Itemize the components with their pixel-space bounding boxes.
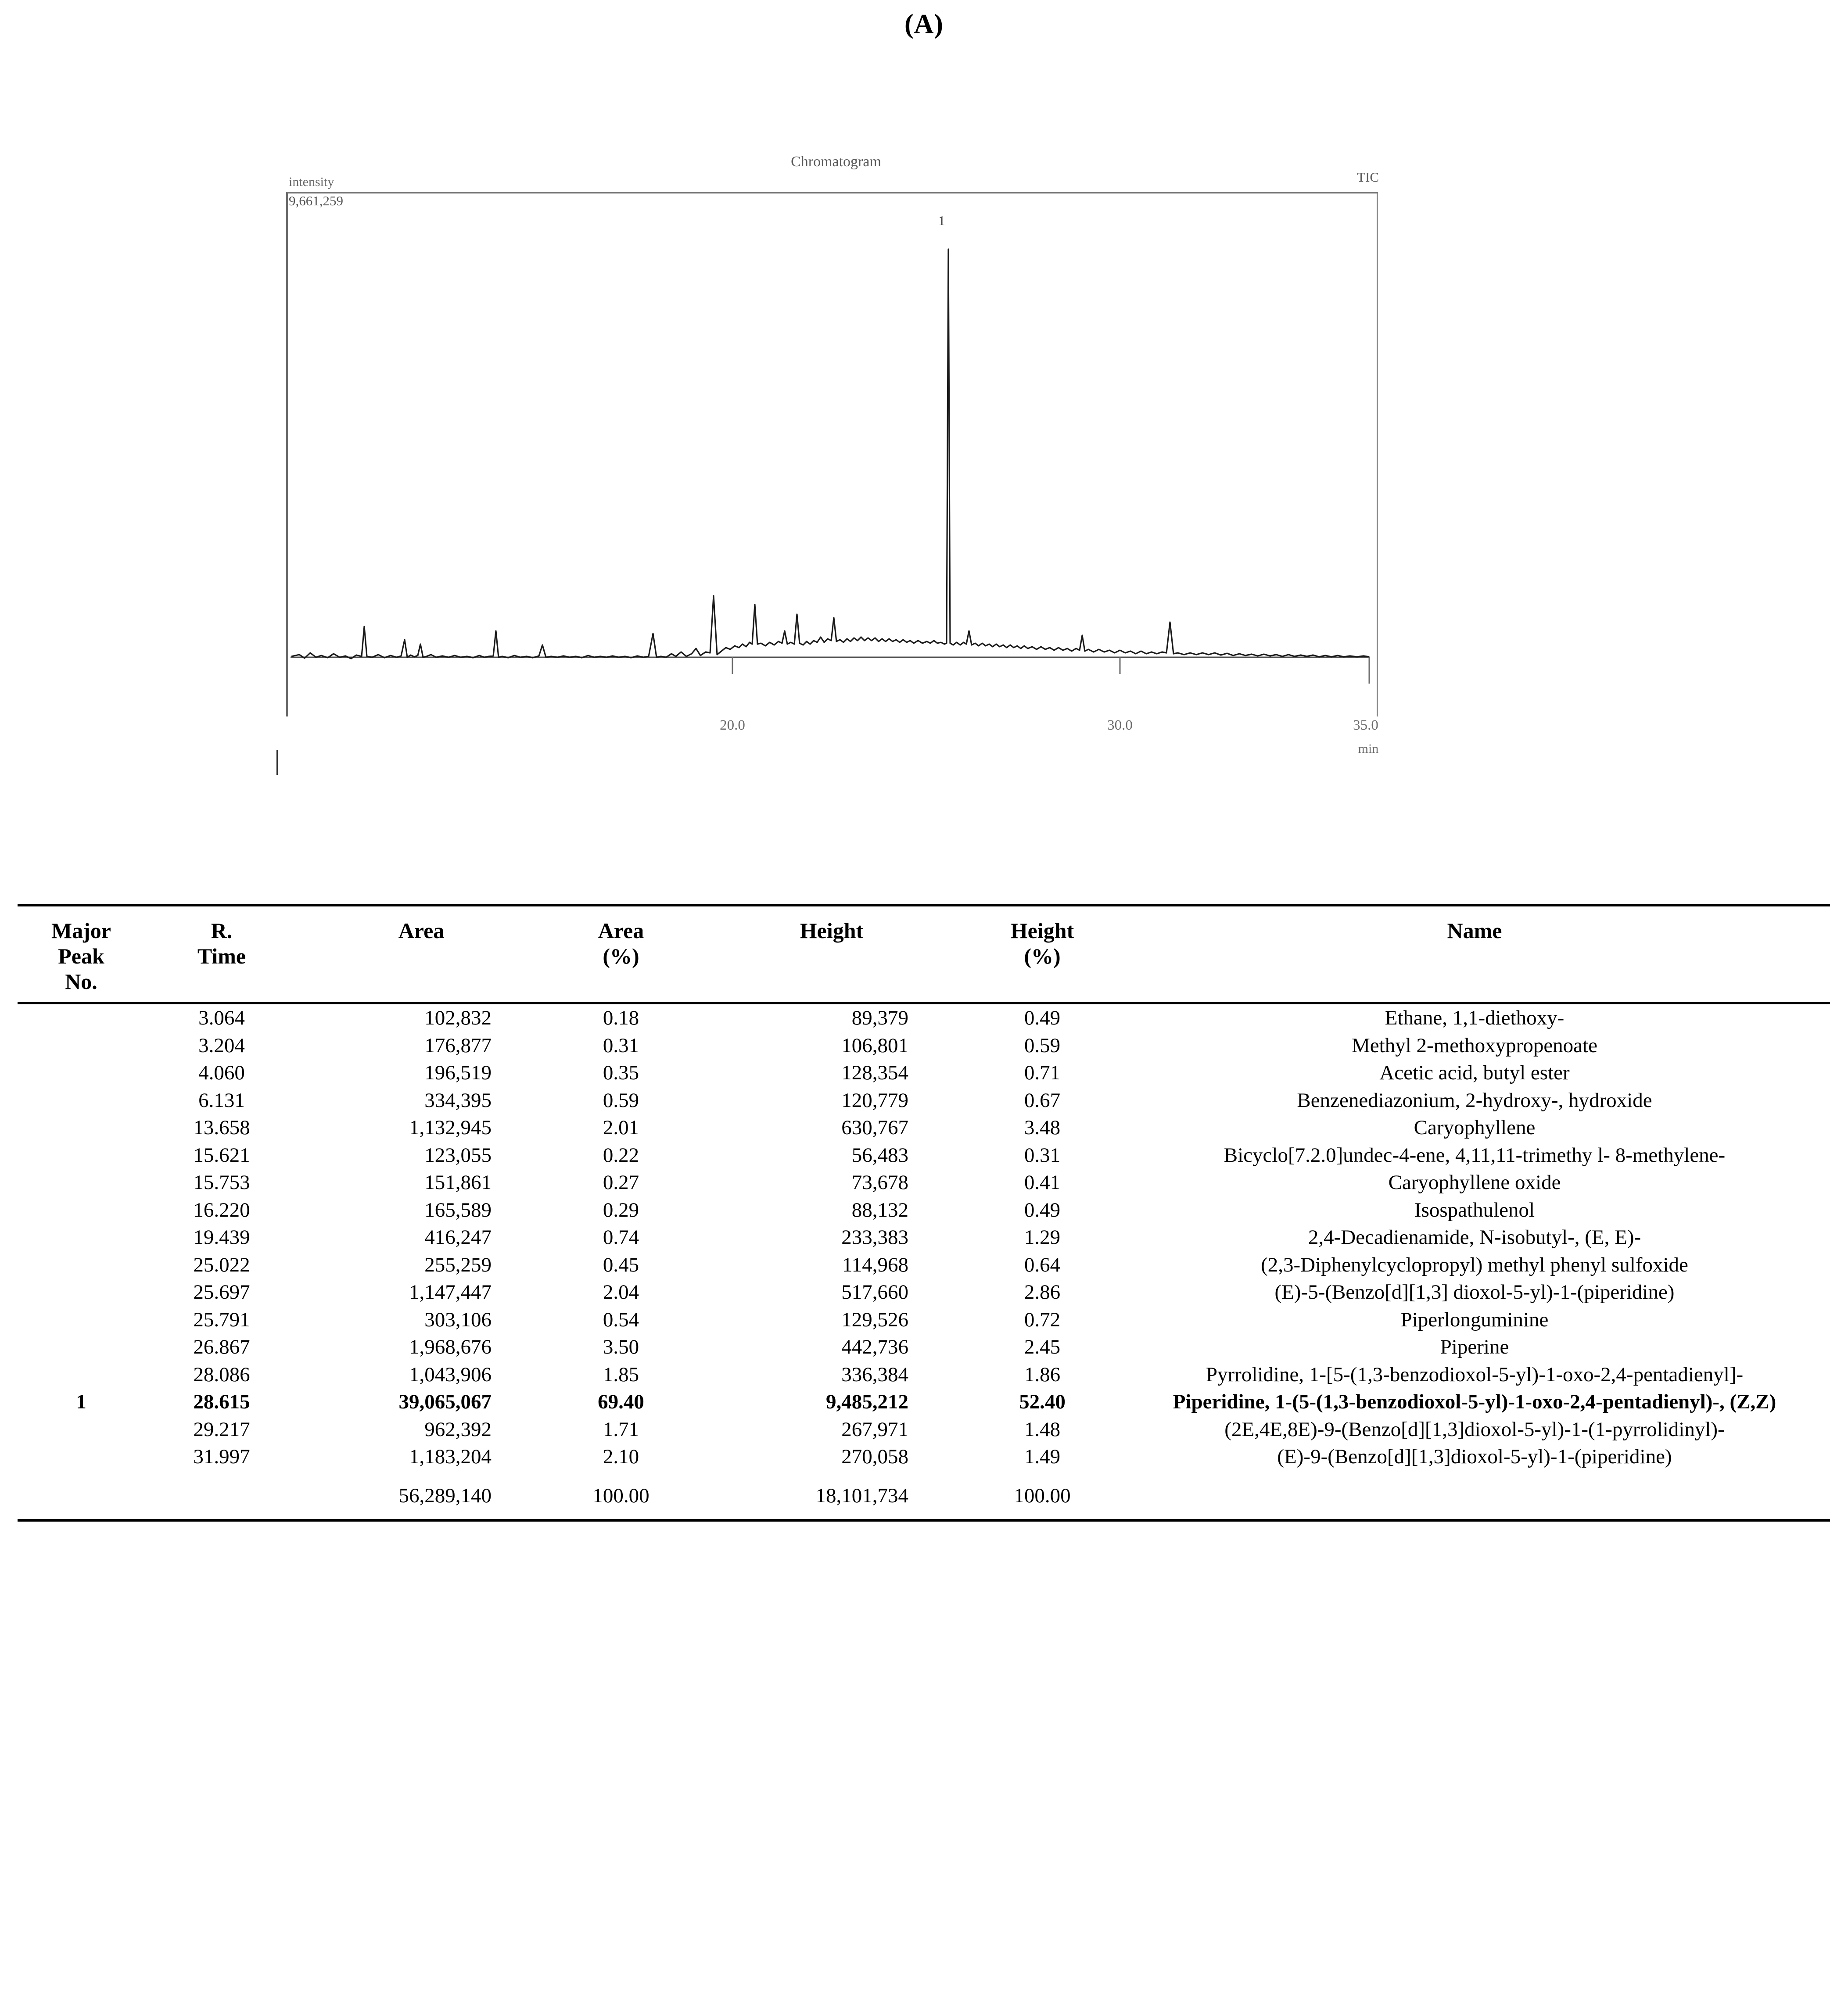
cell-compound-name: Caryophyllene oxide [1388,1171,1561,1194]
cell-height: 630,767 [841,1116,908,1139]
cell-compound-name: (E)-9-(Benzo[d][1,3]dioxol-5-yl)-1-(piperidine) [1277,1445,1672,1469]
cell-area-percent: 1.85 [603,1363,639,1386]
header-height-pct-line1: Height [1010,918,1074,943]
table-row [18,1416,1830,1443]
cell-area: 1,147,447 [409,1281,492,1304]
cell-area: 303,106 [424,1308,492,1331]
cell-height: 73,678 [851,1171,908,1194]
cell-area-percent: 2.01 [603,1116,639,1139]
cell-area-percent: 0.31 [603,1034,639,1057]
table-row [18,1306,1830,1334]
cell-retention-time: 13.658 [193,1116,250,1139]
cell-retention-time: 25.791 [193,1308,250,1331]
peak-results-table [18,904,1830,1509]
cell-area: 1,043,906 [409,1363,492,1386]
header-area: Area [298,905,544,1003]
left-margin-tick-mark [276,750,278,775]
table-row [18,1003,1830,1032]
cell-area: 255,259 [424,1253,492,1276]
cell-area-percent: 0.27 [603,1171,639,1194]
cell-height-percent: 1.86 [1024,1363,1061,1386]
total-cell-compound-name [1119,1471,1830,1510]
header-major-peak-no [18,905,145,1003]
cell-height: 517,660 [841,1281,908,1304]
tic-trace-plot [286,192,1378,716]
cell-height-percent: 3.48 [1024,1116,1061,1139]
cell-height-percent: 0.59 [1024,1034,1061,1057]
header-area-pct-line1: Area [598,918,644,943]
cell-height-percent: 0.49 [1024,1198,1061,1221]
cell-peak-no [18,1333,145,1361]
header-major-peak-no-line2: Peak [58,944,104,968]
cell-peak-no [18,1306,145,1334]
table-row [18,1114,1830,1142]
cell-retention-time: 25.697 [193,1281,250,1304]
cell-area: 39,065,067 [398,1390,492,1414]
cell-peak-no [18,1251,145,1279]
y-axis-max-value: 9,661,259 [289,193,343,208]
cell-peak-no [18,1196,145,1224]
cell-retention-time: 15.753 [193,1171,250,1194]
cell-area-percent: 1.71 [603,1418,639,1441]
cell-area: 416,247 [424,1226,492,1249]
cell-compound-name: Methyl 2-methoxypropenoate [1352,1034,1597,1057]
cell-height: 336,384 [841,1363,908,1386]
cell-height: 89,379 [851,1006,908,1029]
cell-compound-name: Piperlonguminine [1400,1308,1549,1331]
cell-area: 334,395 [424,1089,492,1112]
cell-area-percent: 0.54 [603,1308,639,1331]
cell-retention-time: 16.220 [193,1198,250,1221]
table-row [18,1032,1830,1060]
table-row [18,1361,1830,1389]
header-name: Name [1119,905,1830,1003]
header-major-peak-no-line3: No. [65,969,97,994]
cell-retention-time: 31.997 [193,1445,250,1469]
table-header [18,905,1830,1003]
cell-peak-no [18,1087,145,1114]
cell-compound-name: Isospathulenol [1414,1198,1535,1221]
cell-retention-time: 3.064 [198,1006,245,1029]
cell-compound-name: Piperine [1440,1336,1509,1359]
cell-area-percent: 2.10 [603,1445,639,1469]
cell-height: 267,971 [841,1418,908,1441]
cell-area: 1,183,204 [409,1445,492,1469]
cell-retention-time: 6.131 [198,1089,245,1112]
cell-compound-name: Pyrrolidine, 1-[5-(1,3-benzodioxol-5-yl)-1-oxo-2,4-pentadienyl]- [1206,1363,1744,1386]
cell-peak-no [18,1114,145,1142]
table-total-row [18,1471,1830,1510]
cell-area-percent: 0.74 [603,1226,639,1249]
header-height-percent [965,905,1119,1003]
total-cell-height: 18,101,734 [815,1484,908,1507]
x-tick-30: 30.0 [1107,717,1133,733]
cell-height: 233,383 [841,1226,908,1249]
table-row [18,1142,1830,1169]
cell-area: 196,519 [424,1061,492,1085]
cell-area: 165,589 [424,1198,492,1221]
cell-compound-name: Bicyclo[7.2.0]undec-4-ene, 4,11,11-trimethy l- 8-methylene- [1224,1143,1726,1167]
header-major-peak-no-line1: Major [51,918,111,943]
table-row [18,1333,1830,1361]
cell-compound-name: (2,3-Diphenylcyclopropyl) methyl phenyl sulfoxide [1261,1253,1688,1276]
cell-peak-no [18,1003,145,1032]
table-row [18,1251,1830,1279]
chromatogram-figure [281,145,1391,882]
cell-compound-name: (2E,4E,8E)-9-(Benzo[d][1,3]dioxol-5-yl)-1-(1-pyrrolidinyl)- [1224,1418,1725,1441]
header-area-percent [544,905,698,1003]
cell-height-percent: 2.45 [1024,1336,1061,1359]
table-row [18,1224,1830,1251]
cell-height-percent: 0.49 [1024,1006,1061,1029]
cell-height-percent: 0.71 [1024,1061,1061,1085]
cell-peak-no [18,1224,145,1251]
major-peak-marker: 1 [938,213,945,228]
table-row [18,1388,1830,1416]
cell-retention-time: 26.867 [193,1336,250,1359]
cell-area: 176,877 [424,1034,492,1057]
cell-height-percent: 1.49 [1024,1445,1061,1469]
header-height-pct-line2: (%) [1024,944,1061,968]
total-cell-area: 56,289,140 [398,1484,492,1507]
total-cell-height-percent: 100.00 [1014,1484,1071,1507]
cell-compound-name: Caryophyllene [1414,1116,1536,1139]
cell-area-percent: 3.50 [603,1336,639,1359]
cell-height: 129,526 [841,1308,908,1331]
cell-peak-no [18,1361,145,1389]
header-area-pct-line2: (%) [603,944,639,968]
cell-peak-no [18,1443,145,1471]
header-retention-time [145,905,298,1003]
cell-area: 123,055 [424,1143,492,1167]
table-row [18,1443,1830,1471]
cell-peak-no [18,1059,145,1087]
panel-label: (A) [904,9,944,39]
cell-area-percent: 0.22 [603,1143,639,1167]
cell-compound-name: Benzenediazonium, 2-hydroxy-, hydroxide [1297,1089,1652,1112]
tic-trace-label: TIC [1357,169,1379,185]
table-body [18,1003,1830,1510]
cell-peak-no [18,1279,145,1306]
cell-area: 102,832 [424,1006,492,1029]
cell-area-percent: 0.45 [603,1253,639,1276]
cell-area: 1,132,945 [409,1116,492,1139]
cell-height: 56,483 [851,1143,908,1167]
cell-height-percent: 1.48 [1024,1418,1061,1441]
cell-compound-name: Piperidine, 1-(5-(1,3-benzodioxol-5-yl)-1-oxo-2,4-pentadienyl)-, (Z,Z) [1173,1390,1776,1414]
cell-area-percent: 69.40 [598,1390,644,1414]
cell-height: 270,058 [841,1445,908,1469]
header-rtime-line2: Time [197,944,246,968]
cell-area: 962,392 [424,1418,492,1441]
cell-height-percent: 0.41 [1024,1171,1061,1194]
cell-height-percent: 0.72 [1024,1308,1061,1331]
cell-height: 120,779 [841,1089,908,1112]
cell-peak-no [18,1169,145,1196]
cell-area-percent: 2.04 [603,1281,639,1304]
table-row [18,1196,1830,1224]
x-tick-20: 20.0 [720,717,745,733]
total-cell-retention-time [145,1471,298,1510]
cell-peak-no [18,1032,145,1060]
cell-height-percent: 2.86 [1024,1281,1061,1304]
cell-area-percent: 0.18 [603,1006,639,1029]
cell-area: 151,861 [424,1171,492,1194]
x-tick-35: 35.0 [1353,717,1378,733]
table-bottom-rule [18,1519,1830,1522]
cell-retention-time: 15.621 [193,1143,250,1167]
cell-height: 9,485,212 [826,1390,908,1414]
cell-compound-name: 2,4-Decadienamide, N-isobutyl-, (E, E)- [1308,1226,1641,1249]
cell-height: 114,968 [842,1253,908,1276]
cell-retention-time: 28.615 [193,1390,250,1414]
cell-peak-no [18,1142,145,1169]
cell-height: 88,132 [851,1198,908,1221]
cell-retention-time: 29.217 [193,1418,250,1441]
cell-height-percent: 1.29 [1024,1226,1061,1249]
cell-area-percent: 0.35 [603,1061,639,1085]
cell-area-percent: 0.29 [603,1198,639,1221]
table-row [18,1279,1830,1306]
cell-height-percent: 0.67 [1024,1089,1061,1112]
cell-retention-time: 19.439 [193,1226,250,1249]
total-cell-peak-no [18,1471,145,1510]
cell-height-percent: 52.40 [1019,1390,1066,1414]
total-cell-area-percent: 100.00 [592,1484,649,1507]
cell-height: 106,801 [841,1034,908,1057]
cell-compound-name: Ethane, 1,1-diethoxy- [1385,1006,1565,1029]
y-axis-label: intensity [289,175,334,189]
cell-height: 128,354 [841,1061,908,1085]
cell-retention-time: 28.086 [193,1363,250,1386]
cell-area-percent: 0.59 [603,1089,639,1112]
cell-peak-no [18,1416,145,1443]
x-axis-unit-label: min [1358,741,1379,756]
table-row [18,1169,1830,1196]
cell-height: 442,736 [841,1336,908,1359]
chromatogram-title: Chromatogram [791,154,881,170]
table-row [18,1059,1830,1087]
cell-retention-time: 3.204 [198,1034,245,1057]
cell-peak-no: 1 [76,1390,86,1414]
cell-height-percent: 0.64 [1024,1253,1061,1276]
cell-retention-time: 4.060 [198,1061,245,1085]
header-rtime-line1: R. [211,918,233,943]
cell-retention-time: 25.022 [193,1253,250,1276]
header-height: Height [698,905,965,1003]
table-row [18,1087,1830,1114]
cell-area: 1,968,676 [409,1336,492,1359]
cell-height-percent: 0.31 [1024,1143,1061,1167]
cell-compound-name: (E)-5-(Benzo[d][1,3] dioxol-5-yl)-1-(piperidine) [1274,1281,1675,1304]
cell-compound-name: Acetic acid, butyl ester [1379,1061,1570,1085]
